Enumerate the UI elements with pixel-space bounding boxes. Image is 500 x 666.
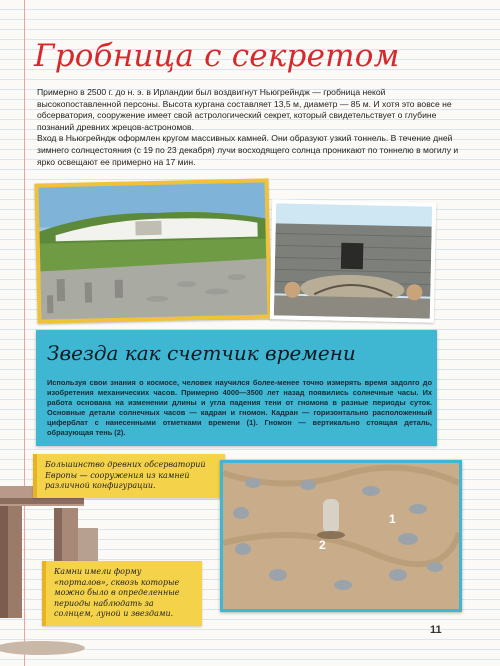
page-title: Гробница с секретом bbox=[34, 38, 400, 74]
intro-paragraph-2: Вход в Ньюгрейндж оформлен кругом массивных камней. Они образуют узкий тоннель. В течение дней зимнего солнцестояния (с 19 по 23 декабря) лучи восходящего солнца проникают по тоннелю в могилу и ярко освещают ее примерно на 17 мин. bbox=[37, 133, 459, 167]
caption-observatories: Большинство древних обсерваторий Европы — сооружения из камней различной конфигурации. bbox=[33, 454, 225, 498]
label-gnomon: 2 bbox=[319, 538, 326, 552]
page-number: 11 bbox=[430, 624, 442, 636]
caption-portals: Камни имели форму «порталов», сквозь которые можно было в определенные периоды наблюдать за солнцем, луной и звездами. bbox=[42, 561, 202, 626]
newgrange-entrance-photo bbox=[270, 199, 436, 322]
panel-text: Используя свои знания о космосе, человек научился более-менее точно измерять время задолго до изобретения механических часов. Примерно 4000—3500 лет назад появились солнечные часы. Их работа основана на изменении длины и угла падения тени от гномона в разные периоды суток. Основные детали солнечных часов — кадран и гномон. Кадран — горизонтально расположенный циферблат с нанесенными отметками времени (1). Гномон — вертикально стоящая деталь, образующая тень (2). bbox=[47, 378, 432, 437]
label-dial: 1 bbox=[389, 512, 396, 526]
newgrange-mound-photo bbox=[34, 178, 271, 323]
intro-text bbox=[37, 87, 469, 168]
sundial-stones-photo bbox=[220, 460, 462, 612]
panel-title: Звезда как счетчик времени bbox=[47, 341, 356, 365]
intro-paragraph-1: Примерно в 2500 г. до н. э. в Ирландии был воздвигнут Ньюгрейндж — гробница некой высокопоставленной персоны. Высота кургана составляет 13,5 м, диаметр — 85 м. И хотя это вовсе не обсерватория, сооружение имеет свой астрологический секрет, который свидетельствует о глубине познаний древних жрецов-астрономов. bbox=[37, 87, 452, 132]
